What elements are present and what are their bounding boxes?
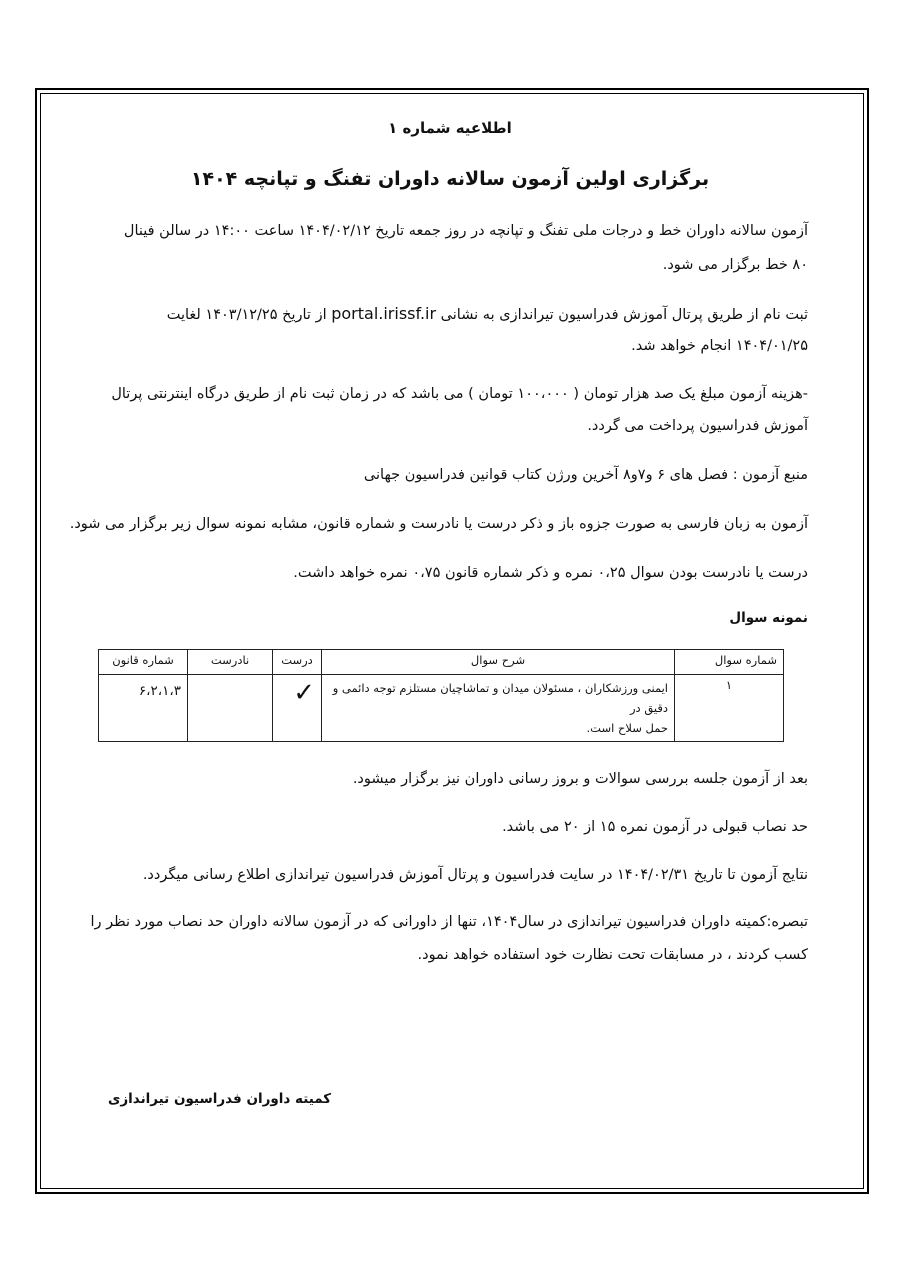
- header-question-number: شماره سوال: [675, 650, 784, 675]
- paragraph-10-line-1: تبصره:کمیته داوران فدراسیون تیراندازی در سال۱۴۰۴، تنها از داورانی که در آزمون سالانه داوران حد نصاب مورد نظر را: [90, 914, 808, 930]
- check-icon: ✓: [273, 675, 322, 742]
- question-text-line-1: ایمنی ورزشکاران ، مسئولان میدان و تماشاچیان مستلزم توجه دائمی و دقیق در: [332, 681, 668, 715]
- header-law-number: شماره قانون: [99, 650, 188, 675]
- header-correct: درست: [273, 650, 322, 675]
- sample-question-table: [98, 649, 784, 742]
- notice-title: برگزاری اولین آزمون سالانه داوران تفنگ و تپانچه ۱۴۰۴: [190, 168, 710, 190]
- paragraph-2-text-after: از تاریخ ۱۴۰۳/۱۲/۲۵ لغایت: [166, 307, 332, 323]
- paragraph-1-line-2: ۸۰ خط برگزار می شود.: [662, 257, 808, 273]
- paragraph-1-line-1: آزمون سالانه داوران خط و درجات ملی تفنگ و تپانچه در روز جمعه تاریخ ۱۴۰۴/۰۲/۱۲ ساعت ۱۴:۰۰ در سالن فینال: [123, 223, 808, 239]
- header-question-text: شرح سوال: [322, 650, 675, 675]
- paragraph-6: درست یا نادرست بودن سوال ۰،۲۵ نمره و ذکر شماره قانون ۰،۷۵ نمره خواهد داشت.: [293, 565, 808, 581]
- sample-heading: نمونه سوال: [729, 610, 808, 626]
- paragraph-4: منبع آزمون : فصل های ۶ و۷و۸ آخرین ورژن کتاب قوانین فدراسیون جهانی: [363, 467, 808, 483]
- paragraph-3-line-1: -هزینه آزمون مبلغ یک صد هزار تومان ( ۱۰۰،۰۰۰ تومان ) می باشد که در زمان ثبت نام از طریق درگاه اینترنتی پرتال: [111, 386, 808, 402]
- header-incorrect: نادرست: [188, 650, 273, 675]
- notice-number: اطلاعیه شماره ۱: [388, 119, 512, 137]
- cell-question-text: [322, 675, 675, 742]
- table-header-row: [99, 650, 784, 675]
- paragraph-8: حد نصاب قبولی در آزمون نمره ۱۵ از ۲۰ می باشد.: [502, 819, 808, 835]
- cell-law-number: ۶،۲،۱،۳: [99, 675, 188, 742]
- table-row: [99, 675, 784, 742]
- cell-incorrect: [188, 675, 273, 742]
- question-text-line-2: حمل سلاح است.: [586, 721, 668, 735]
- paragraph-2-line-1: [167, 304, 808, 323]
- paragraph-2-line-2: ۱۴۰۴/۰۱/۲۵ انجام خواهد شد.: [631, 338, 808, 354]
- paragraph-2-text-before: ثبت نام از طریق پرتال آموزش فدراسیون تیراندازی به نشانی: [436, 307, 808, 323]
- portal-address: portal.irissf.ir: [331, 304, 437, 323]
- paragraph-7: بعد از آزمون جلسه بررسی سوالات و بروز رسانی داوران نیز برگزار میشود.: [352, 771, 808, 787]
- paragraph-9: نتایج آزمون تا تاریخ ۱۴۰۴/۰۲/۳۱ در سایت فدراسیون و پرتال آموزش فدراسیون تیراندازی اطلاع رسانی میگردد.: [142, 867, 808, 883]
- paragraph-10-line-2: کسب کردند ، در مسابقات تحت نظارت خود استفاده خواهد نمود.: [417, 947, 808, 963]
- cell-question-number: ۱: [675, 675, 784, 742]
- signature: کمیته داوران فدراسیون تیراندازی: [108, 1091, 332, 1107]
- paragraph-3-line-2: آموزش فدراسیون پرداخت می گردد.: [587, 418, 808, 434]
- paragraph-5: آزمون به زبان فارسی به صورت جزوه باز و ذکر درست یا نادرست و شماره قانون، مشابه نمونه سوال زیر برگزار می شود.: [69, 516, 808, 532]
